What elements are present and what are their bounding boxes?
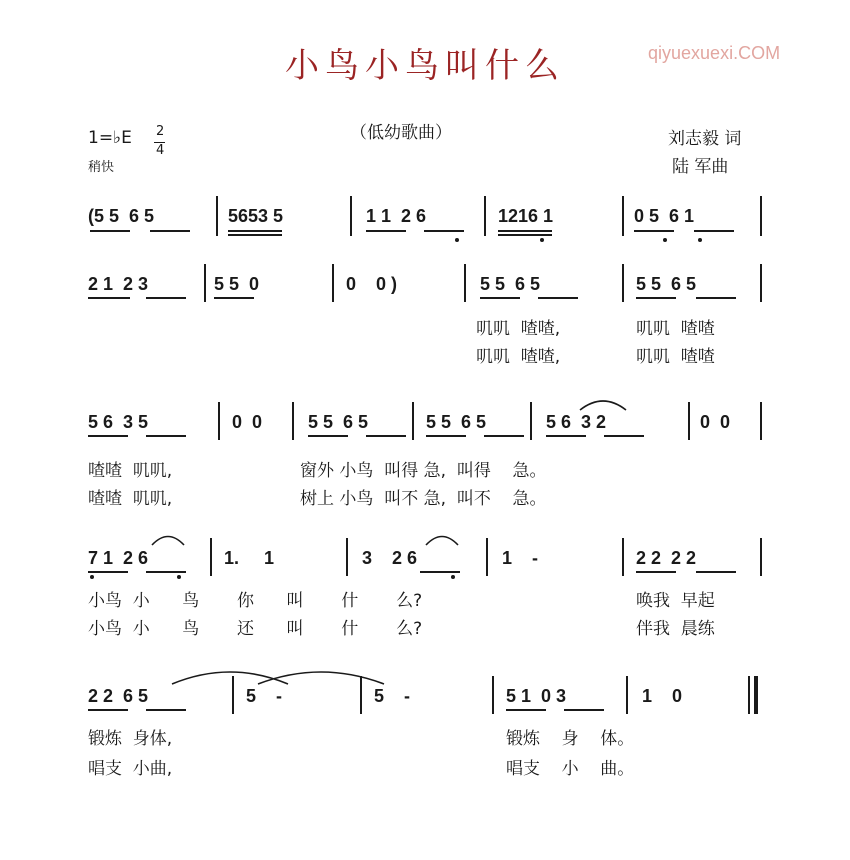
underline [88,297,130,299]
measure: 5 1 0 3 [506,686,567,706]
tempo-marking: 稍快 [88,160,115,175]
underline [150,230,190,232]
underline [634,230,674,232]
key-signature: 1=♭E [88,128,132,148]
underline [214,297,254,299]
measure: 1. 1 [224,548,275,568]
barline [346,538,348,576]
lyric-verse-2: 唱支 小曲, [88,759,173,779]
lyric-verse-2: 叽叽 喳喳 [636,347,715,367]
barline [760,538,762,576]
measure: 0 0 [700,412,731,432]
underline [308,435,348,437]
underline [538,297,578,299]
lyric-verse-2: 小鸟 小 鸟 还 叫 什 么? [88,619,423,639]
measure: 5 - [246,686,283,706]
octave-dot [90,575,94,579]
underline [484,435,524,437]
underline [88,435,128,437]
watermark-logo [638,22,780,64]
octave-dot [177,575,181,579]
underline [636,571,676,573]
tie-slur [424,531,460,547]
time-signature-top: 2 [156,124,165,139]
lyric-verse-1: 窗外 小鸟 叫得 急, 叫得 急。 [300,461,547,481]
barline [292,402,294,440]
measure: 5 5 6 5 [480,274,541,294]
measure: 3 2 6 [362,548,418,568]
underline [420,571,460,573]
measure: 5 5 0 [214,274,260,294]
song-subtitle: （低幼歌曲） [350,123,452,143]
lyric-verse-1: 叽叽 喳喳, [476,319,561,339]
lyric-verse-1: 小鸟 小 鸟 你 叫 什 么? [88,591,423,611]
measure: 1 0 [642,686,683,706]
tie-slur [256,664,386,686]
barline [412,402,414,440]
measure: 5 5 6 5 [636,274,697,294]
underline [636,297,676,299]
underline [426,435,466,437]
measure: 0 5 6 1 [634,206,695,226]
barline [622,196,624,236]
final-barline-thick [754,676,758,714]
barline [760,264,762,302]
measure: 0 0 [232,412,263,432]
measure: 1216 1 [498,206,554,226]
octave-dot [455,238,459,242]
lyricist-credit: 刘志毅 词 [668,129,742,149]
octave-dot [698,238,702,242]
underline [696,571,736,573]
measure: 1 - [502,548,539,568]
measure: 7 1 2 6 [88,548,149,568]
barline [622,264,624,302]
measure: 5 5 6 5 [308,412,369,432]
lyric-verse-1: 唤我 早起 [636,591,715,611]
measure: 5 5 6 5 [426,412,487,432]
underline [146,709,186,711]
underline [146,435,186,437]
lyric-verse-2: 叽叽 喳喳, [476,347,561,367]
lyric-verse-1: 喳喳 叽叽, [88,461,173,481]
underline [424,230,464,232]
underline [604,435,644,437]
barline [350,196,352,236]
underline [88,571,128,573]
underline [90,230,130,232]
measure: 5 6 3 5 [88,412,149,432]
underline [498,230,552,232]
time-signature-bottom: 4 [156,143,165,158]
song-title: 小鸟小鸟叫什么 [285,46,565,86]
barline [626,676,628,714]
barline [492,676,494,714]
measure: 2 1 2 3 [88,274,149,294]
lyric-verse-2: 树上 小鸟 叫不 急, 叫不 急。 [300,489,547,509]
barline [332,264,334,302]
underline [228,230,282,232]
barline [688,402,690,440]
barline [204,264,206,302]
final-barline-thin [748,676,750,714]
underline [88,709,128,711]
underline [146,571,186,573]
lyric-verse-1: 叽叽 喳喳 [636,319,715,339]
underline [366,435,406,437]
underline [564,709,604,711]
lyric-verse-1: 锻炼 身 体。 [506,729,635,749]
tie-slur [150,531,186,547]
measure: 1 1 2 6 [366,206,427,226]
lyric-verse-2: 唱支 小 曲。 [506,759,635,779]
barline [622,538,624,576]
barline [760,196,762,236]
underline [696,297,736,299]
lyric-verse-2: 伴我 晨练 [636,619,715,639]
barline [216,196,218,236]
measure: 5653 5 [228,206,284,226]
barline [210,538,212,576]
barline [218,402,220,440]
measure: 2 2 6 5 [88,686,149,706]
barline [486,538,488,576]
measure: (5 5 6 5 [88,206,155,226]
barline [464,264,466,302]
underline [498,234,552,236]
octave-dot [540,238,544,242]
measure: 0 0 ) [346,274,398,294]
barline [484,196,486,236]
underline [546,435,586,437]
lyric-verse-1: 锻炼 身体, [88,729,173,749]
lyric-verse-2: 喳喳 叽叽, [88,489,173,509]
composer-credit: 陆 军曲 [672,157,729,177]
measure: 2 2 2 2 [636,548,697,568]
underline [228,234,282,236]
tie-slur [578,396,628,412]
underline [480,297,520,299]
underline [506,709,546,711]
octave-dot [663,238,667,242]
octave-dot [451,575,455,579]
barline [760,402,762,440]
underline [694,230,734,232]
barline [530,402,532,440]
underline [146,297,186,299]
measure: 5 6 3 2 [546,412,607,432]
measure: 5 - [374,686,411,706]
watermark-text: qiyuexuexi.COM [648,43,781,63]
underline [366,230,406,232]
